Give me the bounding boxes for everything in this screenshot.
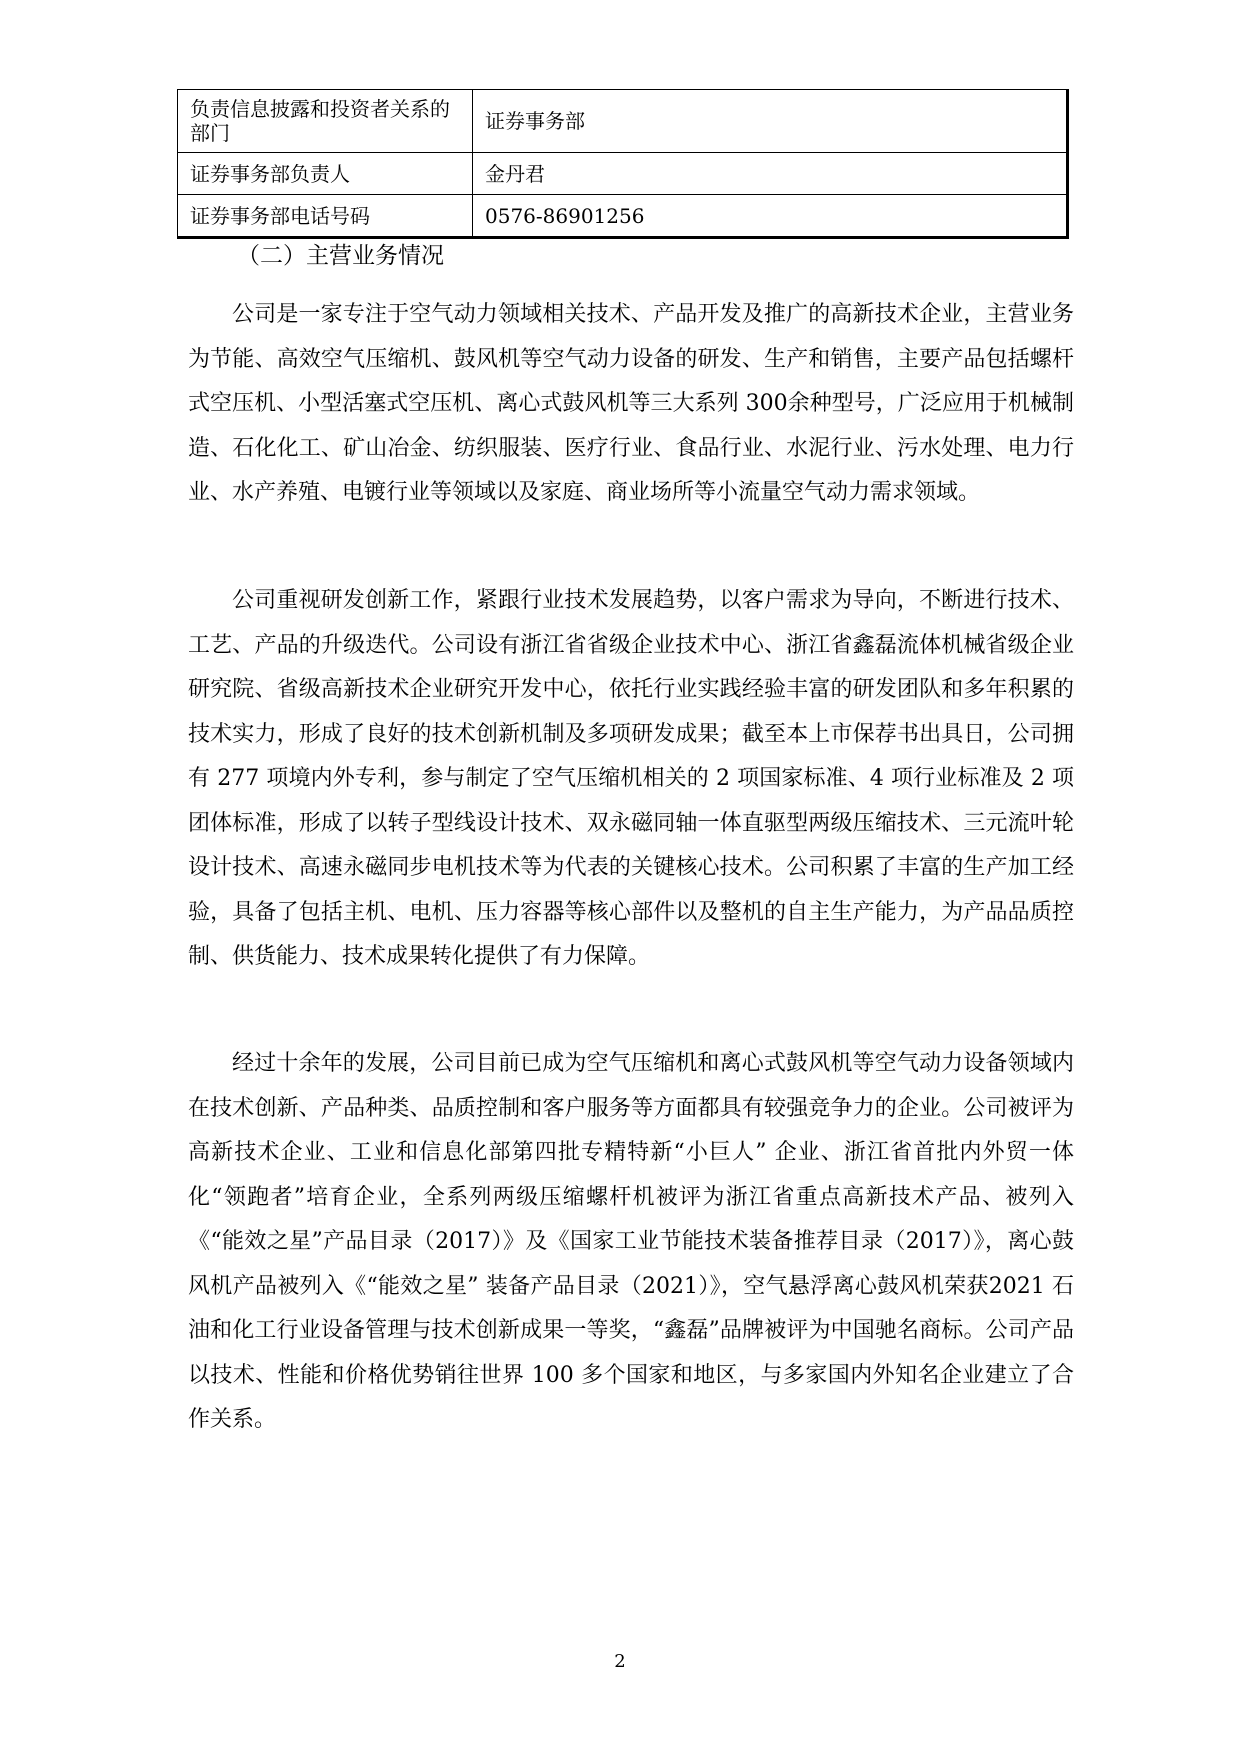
table-label-cell: 证券事务部电话号码 bbox=[178, 195, 473, 238]
body-paragraph: 经过十余年的发展，公司目前已成为空气压缩机和离心式鼓风机等空气动力设备领域内在技术创新、产品种类、品质控制和客户服务等方面都具有较强竞争力的企业。公司被评为高新技术企业、工业和信息化部第四批专精特新“小巨人” 企业、浙江省首批内外贸一体化“领跑者”培育企业，全系列两级压缩螺杆机被评为浙江省重点高新技术产品、被列入《“能效之星”产品目录（2017）》及《国家工业节能技术装备推荐目录（2017）》，离心鼓风机产品被列入《“能效之星” 装备产品目录（2021）》，空气悬浮离心鼓风机荣获2021 石油和化工行业设备管理与技术创新成果一等奖，“鑫磊”品牌被评为中国驰名商标。公司产品以技术、性能和价格优势销往世界 100 多个国家和地区，与多家国内外知名企业建立了合作关系。 bbox=[188, 1051, 1074, 1432]
table-row bbox=[178, 153, 1068, 195]
section-heading: （二）主营业务情况 bbox=[237, 243, 444, 269]
body-paragraph: 公司重视研发创新工作，紧跟行业技术发展趋势，以客户需求为导向，不断进行技术、工艺、产品的升级迭代。公司设有浙江省省级企业技术中心、浙江省鑫磊流体机械省级企业研究院、省级高新技术企业研究开发中心，依托行业实践经验丰富的研发团队和多年积累的技术实力，形成了良好的技术创新机制及多项研发成果；截至本上市保荐书出具日，公司拥有 277 项境内外专利，参与制定了空气压缩机相关的 2 项国家标准、4 项行业标准及 2 项团体标准，形成了以转子型线设计技术、双永磁同轴一体直驱型两级压缩技术、三元流叶轮设计技术、高速永磁同步电机技术等为代表的关键核心技术。公司积累了丰富的生产加工经验，具备了包括主机、电机、压力容器等核心部件以及整机的自主生产能力，为产品品质控制、供货能力、技术成果转化提供了有力保障。 bbox=[188, 588, 1074, 969]
table-value-cell: 金丹君 bbox=[473, 153, 1068, 195]
table-label-cell: 负责信息披露和投资者关系的部门 bbox=[178, 90, 473, 153]
body-paragraph: 公司是一家专注于空气动力领域相关技术、产品开发及推广的高新技术企业，主营业务为节能、高效空气压缩机、鼓风机等空气动力设备的研发、生产和销售，主要产品包括螺杆式空压机、小型活塞式空压机、离心式鼓风机等三大系列 300余种型号，广泛应用于机械制造、石化化工、矿山冶金、纺织服装、医疗行业、食品行业、水泥行业、污水处理、电力行业、水产养殖、电镀行业等领域以及家庭、商业场所等小流量空气动力需求领域。 bbox=[188, 302, 1074, 505]
table-value-cell: 证券事务部 bbox=[473, 90, 1068, 153]
table-row bbox=[178, 195, 1068, 238]
contact-info-table bbox=[177, 89, 1069, 239]
table-value-cell: 0576-86901256 bbox=[473, 195, 1068, 238]
table-label-cell: 证券事务部负责人 bbox=[178, 153, 473, 195]
page-number: 2 bbox=[614, 1651, 626, 1672]
table-row bbox=[178, 90, 1068, 153]
